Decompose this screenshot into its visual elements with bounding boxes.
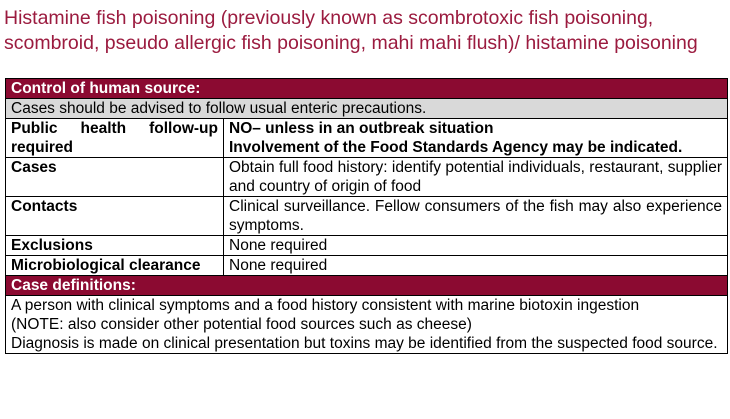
table-row [6,236,728,256]
case-definitions-header-row [6,276,728,296]
case-definition-line-3: Diagnosis is made on clinical presentation but toxins may be identified from the suspected food source. [11,335,718,352]
table-row [6,158,728,197]
table-row [6,197,728,236]
case-definitions-row [6,296,728,354]
row-value-follow-up [224,119,728,158]
row-value-microbiological-clearance: None required [224,256,728,276]
table-row [6,256,728,276]
case-definitions-header: Case definitions: [6,276,728,296]
row-label-follow-up: Public health follow-up required [6,119,224,158]
case-definitions-body [6,296,728,354]
follow-up-line-1: NO– unless in an outbreak situation [229,120,494,137]
row-label-exclusions: Exclusions [6,236,224,256]
control-note: Cases should be advised to follow usual enteric precautions. [6,99,728,119]
row-label-cases: Cases [6,158,224,197]
control-header-row [6,79,728,99]
case-definition-line-1: A person with clinical symptoms and a food history consistent with marine biotoxin ingestion [11,297,640,314]
row-value-cases: Obtain full food history: identify potential individuals, restaurant, supplier and country of origin of food [224,158,728,197]
control-note-row [6,99,728,119]
row-label-microbiological-clearance: Microbiological clearance [6,256,224,276]
follow-up-line-2: Involvement of the Food Standards Agency may be indicated. [229,139,683,156]
control-header: Control of human source: [6,79,728,99]
row-value-exclusions: None required [224,236,728,256]
row-label-contacts: Contacts [6,197,224,236]
table-row [6,119,728,158]
case-definition-line-2: (NOTE: also consider other potential food sources such as cheese) [11,316,472,333]
row-value-contacts: Clinical surveillance. Fellow consumers of the fish may also experience symptoms. [224,197,728,236]
page-title: Histamine fish poisoning (previously known as scombrotoxic fish poisoning, scombroid, pseudo allergic fish poisoning, mahi mahi flush)/ histamine poisoning [4,7,698,54]
control-table [5,78,728,354]
